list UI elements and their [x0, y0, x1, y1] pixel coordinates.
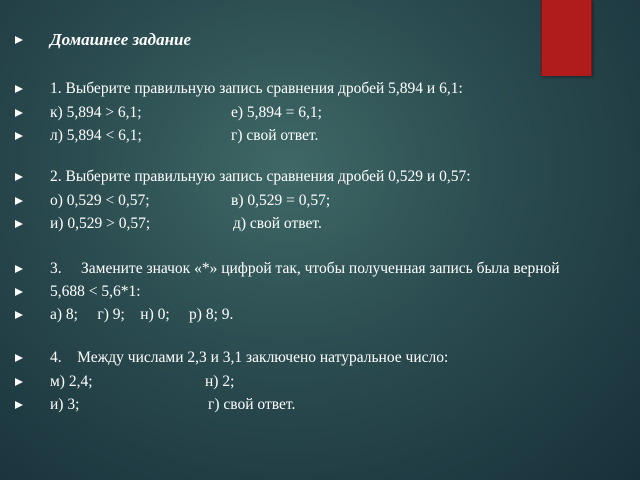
task1-option-g: г) свой ответ. — [231, 127, 319, 144]
bullet-arrow-icon — [15, 378, 23, 386]
bullet-arrow-icon — [15, 220, 23, 228]
task4-option-m: м) 2,4; — [50, 373, 93, 390]
task4-option-i: и) 3; — [50, 396, 80, 413]
bullet-arrow-icon — [15, 265, 23, 273]
task4-option-g: г) свой ответ. — [208, 396, 296, 413]
task2-question: 2. Выберите правильную запись сравнения дробей 0,529 и 0,57: — [50, 168, 471, 185]
bullet-arrow-icon — [15, 288, 23, 296]
bullet-arrow-icon — [15, 354, 23, 362]
bullet-arrow-icon — [15, 132, 23, 140]
bullet-arrow-icon — [15, 197, 23, 205]
task1-option-e: е) 5,894 = 6,1; — [231, 104, 322, 121]
task1-question: 1. Выберите правильную запись сравнения дробей 5,894 и 6,1: — [50, 80, 463, 97]
bullet-arrow-icon — [15, 401, 23, 409]
red-decorative-tab — [541, 0, 592, 76]
bullet-arrow-icon — [15, 36, 23, 44]
bullet-arrow-icon — [15, 173, 23, 181]
bullet-arrow-icon — [15, 311, 23, 319]
bullet-arrow-icon — [15, 85, 23, 93]
task4-option-n: н) 2; — [205, 373, 235, 390]
task4-question: 4. Между числами 2,3 и 3,1 заключено натуральное число: — [50, 349, 449, 366]
task1-option-l: л) 5,894 < 6,1; — [50, 127, 142, 144]
task3-question: 3. Замените значок «*» цифрой так, чтобы полученная запись была верной — [50, 260, 560, 277]
task3-expression: 5,688 < 5,6*1: — [50, 283, 141, 300]
task2-option-i: и) 0,529 > 0,57; — [50, 215, 151, 232]
bullet-arrow-icon — [15, 109, 23, 117]
task1-option-k: к) 5,894 > 6,1; — [50, 104, 142, 121]
task2-option-d: д) свой ответ. — [233, 215, 322, 232]
task2-option-v: в) 0,529 = 0,57; — [231, 192, 331, 209]
task2-option-o: о) 0,529 < 0,57; — [50, 192, 150, 209]
page-title: Домашнее задание — [50, 30, 192, 49]
task3-options: а) 8; г) 9; н) 0; р) 8; 9. — [50, 306, 234, 323]
